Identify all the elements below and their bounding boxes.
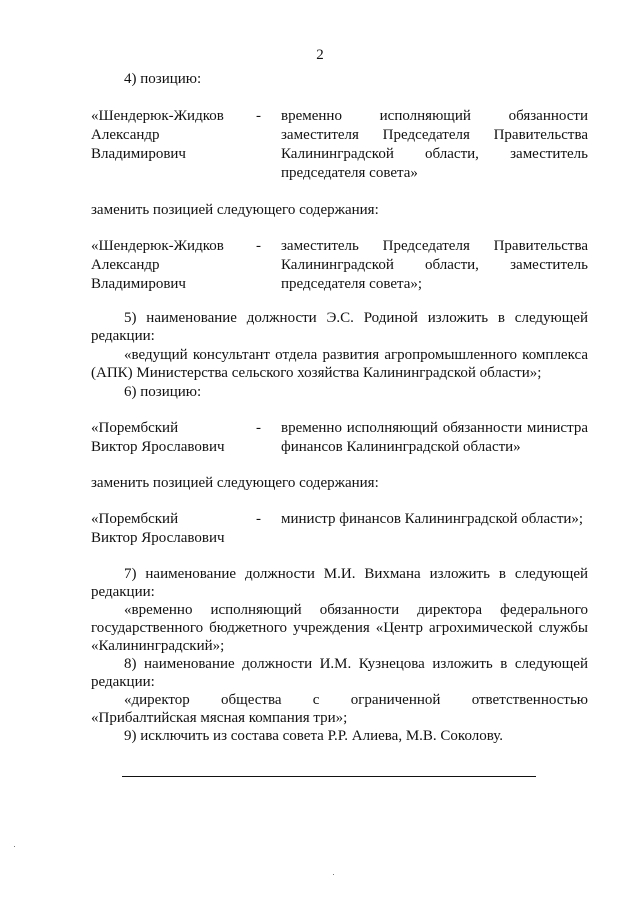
- p8-line-1: 8) наименование должности И.М. Кузнецова изложить в следующей: [124, 656, 588, 672]
- p5-line-4: (АПК) Министерства сельского хозяйства Калининградской области»;: [91, 365, 542, 381]
- scan-speck: [333, 874, 334, 875]
- closing-rule: [122, 776, 536, 777]
- page-number: 2: [316, 47, 324, 63]
- p7-line-2: редакции:: [91, 584, 155, 600]
- p6-old-name-line-2: Виктор Ярославович: [91, 439, 225, 455]
- item-4-label: 4) позицию:: [124, 71, 202, 87]
- p8-line-3: «директор общества с ограниченной ответственностью: [124, 692, 588, 708]
- p4-new-name-line-2: Александр: [91, 257, 160, 273]
- p4-old-role-line-3: Калининградской области, заместитель: [281, 146, 588, 162]
- p5-line-2: редакции:: [91, 328, 155, 344]
- p4-old-role-line-2: заместителя Председателя Правительства: [281, 127, 588, 143]
- p4-old-role-line-4: председателя совета»: [281, 165, 418, 181]
- p6-new-dash: -: [256, 511, 261, 527]
- p4-new-role-line-2: Калининградской области, заместитель: [281, 257, 588, 273]
- p4-old-name-line-3: Владимирович: [91, 146, 186, 162]
- p4-new-name-line-3: Владимирович: [91, 276, 186, 292]
- p4-old-name-line-2: Александр: [91, 127, 160, 143]
- p4-new-dash: -: [256, 238, 261, 254]
- p5-line-1: 5) наименование должности Э.С. Родиной изложить в следующей: [124, 310, 588, 326]
- p7-line-5: «Калининградский»;: [91, 638, 225, 654]
- p4-new-name-line-1: «Шендерюк-Жидков: [91, 238, 224, 254]
- p6-old-dash: -: [256, 420, 261, 436]
- p6-old-name-line-1: «Порембский: [91, 420, 179, 436]
- p6-old-role-line-1: временно исполняющий обязанности министра: [281, 420, 588, 436]
- replace-text-1: заменить позицией следующего содержания:: [91, 202, 379, 218]
- p5-line-3: «ведущий консультант отдела развития агропромышленного комплекса: [124, 347, 588, 363]
- p7-line-4: государственного бюджетного учреждения «Центр агрохимической службы: [91, 620, 588, 636]
- p6-new-name-line-1: «Порембский: [91, 511, 179, 527]
- p4-old-role-line-1: временно исполняющий обязанности: [281, 108, 588, 124]
- item-6-label: 6) позицию:: [124, 384, 202, 400]
- p7-line-1: 7) наименование должности М.И. Вихмана изложить в следующей: [124, 566, 588, 582]
- p6-old-role-line-2: финансов Калининградской области»: [281, 439, 521, 455]
- p6-new-role-line-1: министр финансов Калининградской области»;: [281, 511, 584, 527]
- p4-old-dash: -: [256, 108, 261, 124]
- p4-new-role-line-1: заместитель Председателя Правительства: [281, 238, 588, 254]
- p8-line-4: «Прибалтийская мясная компания три»;: [91, 710, 348, 726]
- p8-line-2: редакции:: [91, 674, 155, 690]
- p9-line-1: 9) исключить из состава совета Р.Р. Алиева, М.В. Соколову.: [124, 728, 504, 744]
- p4-new-role-line-3: председателя совета»;: [281, 276, 423, 292]
- p7-line-3: «временно исполняющий обязанности директора федерального: [124, 602, 588, 618]
- scan-speck: [14, 846, 15, 847]
- replace-text-2: заменить позицией следующего содержания:: [91, 475, 379, 491]
- p4-old-name-line-1: «Шендерюк-Жидков: [91, 108, 224, 124]
- p6-new-name-line-2: Виктор Ярославович: [91, 530, 225, 546]
